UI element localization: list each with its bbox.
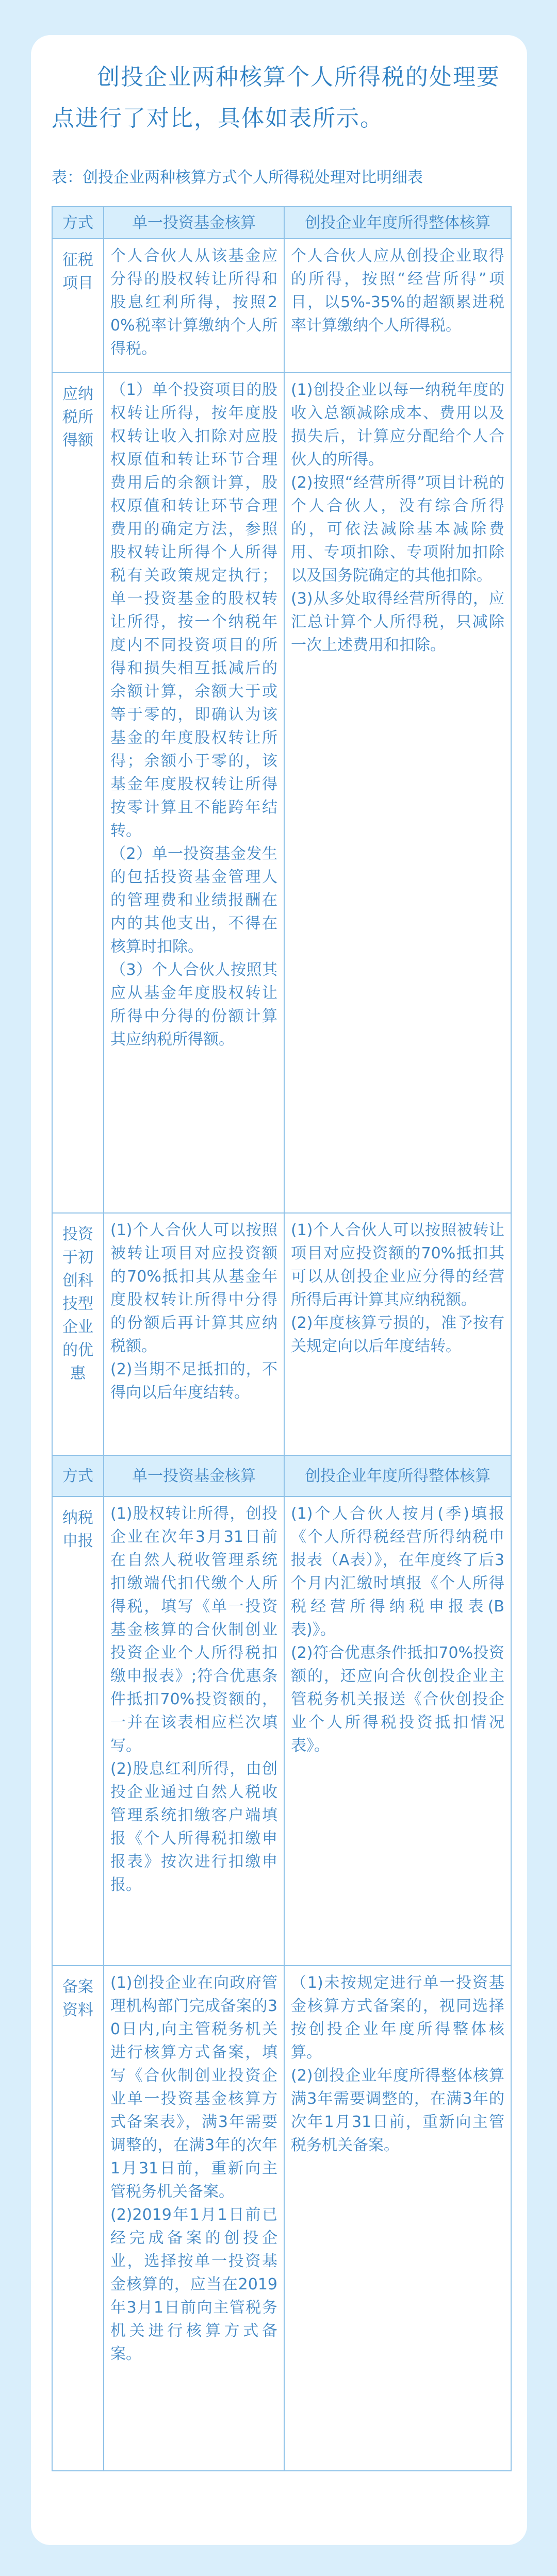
table-row bbox=[52, 239, 511, 373]
table-header-row bbox=[52, 207, 511, 239]
row-label: 纳税申报 bbox=[52, 1497, 104, 1966]
row-annual-text: （1)未按规定进行单一投资基金核算方式备案的，视同选择按创投企业年度所得整体核算。 (2)创投企业年度所得整体核算满3年需要调整的，在满3年的次年1月31日前，重新向主管税务机关备案。 bbox=[284, 1966, 511, 2471]
subheader-single-fund: 单一投资基金核算 bbox=[104, 1455, 284, 1497]
row-single-fund-text: （1）单个投资项目的股权转让所得，按年度股权转让收入扣除对应股权原值和转让环节合理费用后的余额计算，股权原值和转让环节合理费用的确定方法，参照股权转让所得个人所得税有关政策规定执行；单一投资基金的股权转让所得，按一个纳税年度内不同投资项目的所得和损失相互抵减后的余额计算，余额大于或等于零的，即确认为该基金的年度股权转让所得；余额小于零的，该基金年度股权转让所得按零计算且不能跨年结转。 （2）单一投资基金发生的包括投资基金管理人的管理费和业绩报酬在内的其他支出，不得在核算时扣除。 （3）个人合伙人按照其应从基金年度股权转让所得中分得的份额计算其应纳税所得额。 bbox=[104, 373, 284, 1213]
header-annual-overall: 创投企业年度所得整体核算 bbox=[284, 207, 511, 239]
table-caption: 表：创投企业两种核算方式个人所得税处理对比明细表 bbox=[52, 169, 423, 187]
row-annual-text: (1)创投企业以每一纳税年度的收入总额减除成本、费用以及损失后，计算应分配给个人合伙人的所得。 (2)按照“经营所得”项目计税的个人合伙人，没有综合所得的，可依法减除基本减除费用、专项扣除、专项附加扣除以及国务院确定的其他扣除。 (3)从多处取得经营所得的，应汇总计算个人所得税，只减除一次上述费用和扣除。 bbox=[284, 373, 511, 1213]
table-row bbox=[52, 1213, 511, 1455]
row-annual-text: (1)个人合伙人按月(季)填报《个人所得税经营所得纳税申报表（A表）》，在年度终了后3个月内汇缴时填报《个人所得税经营所得纳税申报表(B表)》。 (2)符合优惠条件抵扣70%投资额的，还应向合伙创投企业主管税务机关报送《合伙创投企业个人所得税投资抵扣情况表》。 bbox=[284, 1497, 511, 1966]
subheader-annual-overall: 创投企业年度所得整体核算 bbox=[284, 1455, 511, 1497]
subheader-method: 方式 bbox=[52, 1455, 104, 1497]
row-single-fund-text: 个人合伙人从该基金应分得的股权转让所得和股息红利所得，按照20%税率计算缴纳个人所得税。 bbox=[104, 239, 284, 373]
row-single-fund-text: (1)创投企业在向政府管理机构部门完成备案的30日内,向主管税务机关进行核算方式备案，填写《合伙制创业投资企业单一投资基金核算方式备案表》，满3年需要调整的，在满3年的次年1月31日前，重新向主管税务机关备案。 (2)2019年1月1日前已经完成备案的创投企业，选择按单一投资基金核算的，应当在2019年3月1日前向主管税务机关进行核算方式备案。 bbox=[104, 1966, 284, 2471]
row-single-fund-text: (1)股权转让所得，创投企业在次年3月31日前在自然人税收管理系统扣缴端代扣代缴个人所得税，填写《单一投资基金核算的合伙制创业投资企业个人所得税扣缴申报表》;符合优惠条件抵扣70%投资额的，一并在该表相应栏次填写。 (2)股息红利所得，由创投企业通过自然人税收管理系统扣缴客户端填报《个人所得税扣缴申报表》按次进行扣缴申报。 bbox=[104, 1497, 284, 1966]
row-annual-text: 个人合伙人应从创投企业取得的所得，按照“经营所得”项目，以5%-35%的超额累进税率计算缴纳个人所得税。 bbox=[284, 239, 511, 373]
row-label: 应纳税所得额 bbox=[52, 373, 104, 1213]
header-method: 方式 bbox=[52, 207, 104, 239]
intro-paragraph: 创投企业两种核算个人所得税的处理要点进行了对比，具体如表所示。 bbox=[52, 64, 500, 131]
row-label: 备案资料 bbox=[52, 1966, 104, 2471]
row-single-fund-text: (1)个人合伙人可以按照被转让项目对应投资额的70%抵扣其从基金年度股权转让所得中分得的份额后再计算其应纳税额。 (2)当期不足抵扣的，不得向以后年度结转。 bbox=[104, 1213, 284, 1455]
table-row bbox=[52, 1966, 511, 2471]
header-single-fund: 单一投资基金核算 bbox=[104, 207, 284, 239]
table-subheader-row bbox=[52, 1455, 511, 1497]
table-row bbox=[52, 373, 511, 1213]
row-label: 征税项目 bbox=[52, 239, 104, 373]
row-annual-text: (1)个人合伙人可以按照被转让项目对应投资额的70%抵扣其可以从创投企业应分得的经营所得后再计算其应纳税额。 (2)年度核算亏损的，准予按有关规定向以后年度结转。 bbox=[284, 1213, 511, 1455]
table-row bbox=[52, 1497, 511, 1966]
row-label: 投资于初创科技型企业的优惠 bbox=[52, 1213, 104, 1455]
comparison-table bbox=[52, 206, 512, 2471]
